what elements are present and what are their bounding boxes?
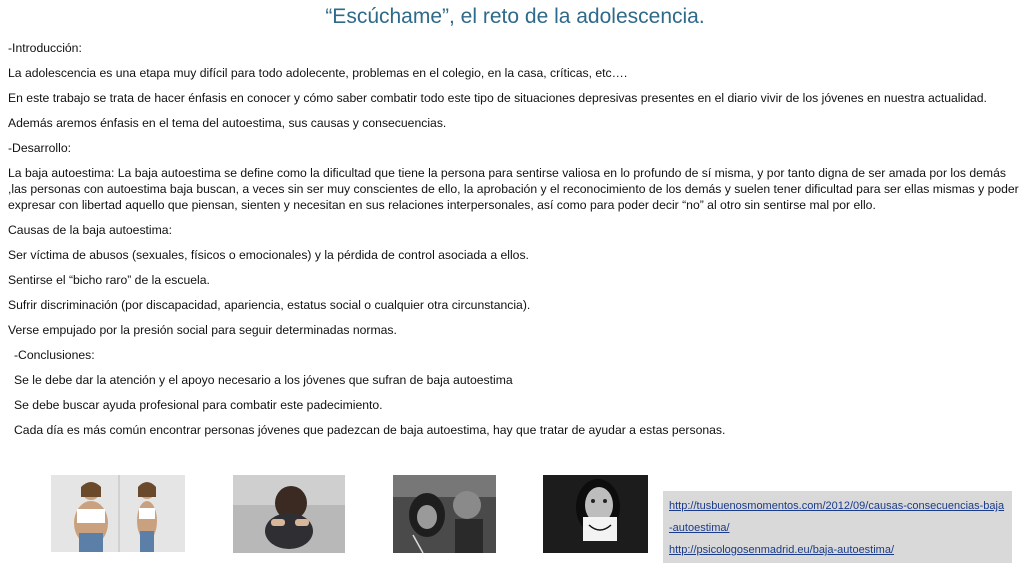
list-item: Sentirse el “bicho raro” de la escuela. xyxy=(8,273,210,287)
dark-mood-photo xyxy=(393,475,496,553)
reference-link[interactable]: http://psicologosenmadrid.eu/baja-autoestima/ xyxy=(669,544,895,556)
document-body xyxy=(8,40,1020,447)
section-heading-intro: -Introducción: xyxy=(8,41,82,55)
subheading-causes: Causas de la baja autoestima: xyxy=(8,223,172,237)
reference-link[interactable]: http://tusbuenosmomentos.com/2012/09/causas-consecuencias-baja-autoestima/ xyxy=(669,500,1005,534)
list-item: Sufrir discriminación (por discapacidad, apariencia, estatus social o cualquier otra circunstancia). xyxy=(8,298,531,312)
paragraph: En este trabajo se trata de hacer énfasis en conocer y cómo saber combatir todo este tipo de situaciones depresivas presentes en el diario vivir de los jóvenes en nuestra actualidad. xyxy=(8,91,987,105)
paragraph: Además aremos énfasis en el tema del autoestima, sus causas y consecuencias. xyxy=(8,116,447,130)
paragraph: La adolescencia es una etapa muy difícil para todo adolecente, problemas en el colegio, en la casa, críticas, etc…. xyxy=(8,66,628,80)
paragraph: La baja autoestima: La baja autoestima se define como la dificultad que tiene la persona para sentirse valiosa en lo profundo de sí misma, y por tanto digna de ser amada por los demás ,las personas con autoestima baja buscan, a veces sin ser muy conscientes de ello, la aprobación y el reconocimiento de los demás y suelen tener dificultad para ser ellas mismas y poder expresar con libertad aquello que piensan, sienten y necesitan en sus relaciones interpersonales, así como para poder decir “no” al otro sin sentirse mal por ello. xyxy=(8,166,1019,212)
list-item: Ser víctima de abusos (sexuales, físicos o emocionales) y la pérdida de control asociada a ellos. xyxy=(8,248,529,262)
list-item: Se debe buscar ayuda profesional para combatir este padecimiento. xyxy=(14,398,383,412)
smile-mask-photo xyxy=(543,475,648,553)
references-box xyxy=(663,491,1012,563)
section-heading-conclusions: -Conclusiones: xyxy=(14,348,95,362)
list-item: Cada día es más común encontrar personas jóvenes que padezcan de baja autoestima, hay que tratar de ayudar a estas personas. xyxy=(14,423,726,437)
page-title: “Escúchame”, el reto de la adolescencia. xyxy=(325,5,705,28)
photo-strip xyxy=(0,475,660,555)
section-heading-development: -Desarrollo: xyxy=(8,141,71,155)
mirror-photo xyxy=(51,475,185,552)
list-item: Verse empujado por la presión social para seguir determinadas normas. xyxy=(8,323,397,337)
sad-person-photo xyxy=(233,475,345,553)
list-item: Se le debe dar la atención y el apoyo necesario a los jóvenes que sufran de baja autoestima xyxy=(14,373,513,387)
